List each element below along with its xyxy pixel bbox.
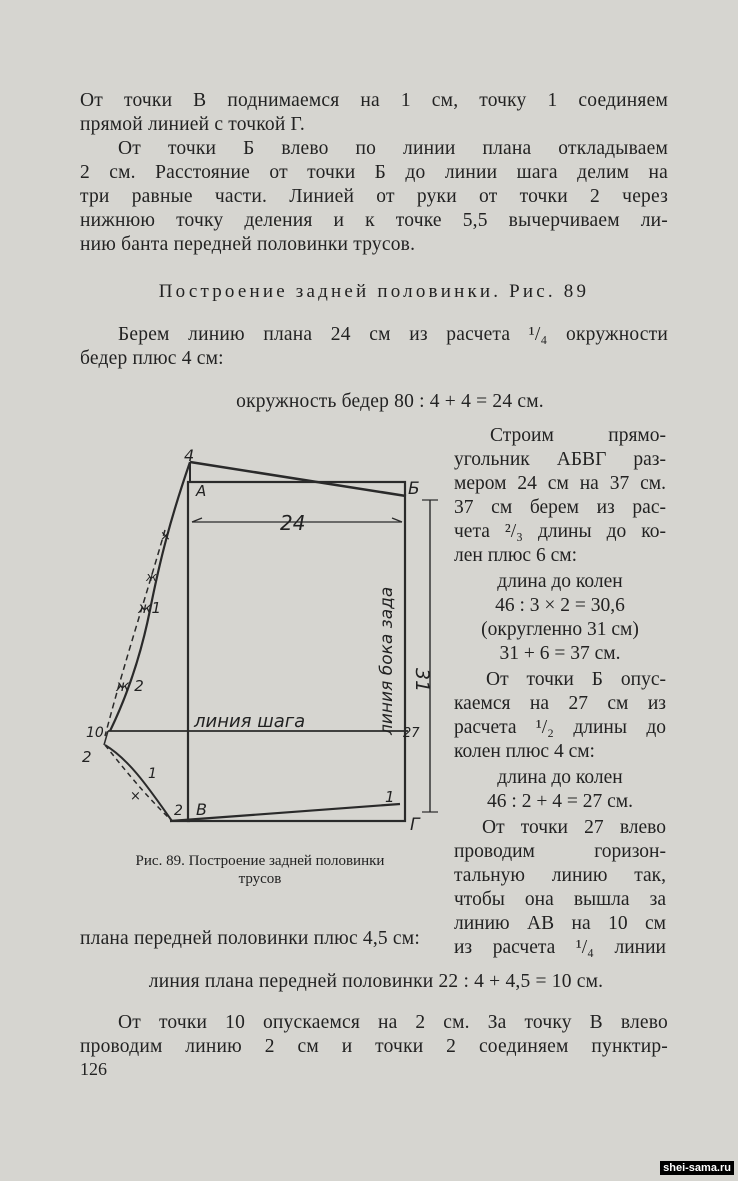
text-line: лен плюс 6 см:: [454, 545, 577, 566]
text-line: проводим линию 2 см и точки 2 соединяем пунктир-: [80, 1036, 668, 1057]
label-width-24: 24: [280, 511, 306, 535]
page-number: 126: [80, 1059, 107, 1079]
text-line: расчета ¹/₂ длины до: [454, 717, 666, 738]
formula: линия плана передней половинки 22 : 4 + 4,5 = 10 см.: [148, 971, 604, 992]
text-line: От точки 27 влево: [482, 817, 666, 838]
text-line: 46 : 3 × 2 = 30,6: [495, 595, 625, 616]
text-line: От точки Б влево по линии плана откладываем: [118, 138, 668, 159]
text-line: тальную линию так,: [454, 865, 666, 886]
text-line: Берем линию плана 24 см из расчета ¹/₄ окружности: [118, 324, 668, 345]
caption-line: Рис. 89. Построение задней половинки: [135, 853, 385, 869]
label-27: 27: [403, 726, 420, 741]
text-line: От точки 10 опускаемся на 2 см. За точку В влево: [118, 1012, 668, 1033]
text-line: прямой линией с точкой Г.: [80, 114, 305, 135]
text-line: нижнюю точку деления и к точке 5,5 вычерчиваем ли-: [80, 210, 668, 231]
text-line: длина до колен: [497, 571, 623, 592]
text-line: проводим горизон-: [454, 841, 666, 862]
label-point-b: Б: [408, 479, 420, 499]
label-x-mark: ×: [160, 529, 171, 544]
section-heading: Построение задней половинки. Рис. 89: [158, 281, 590, 302]
text-line: три равные части. Линией от руки от точки 2 через: [80, 186, 668, 207]
label-2-left: 2: [82, 748, 92, 766]
text-line: 31 + 6 = 37 см.: [499, 643, 621, 664]
label-x-mark: ж: [146, 570, 157, 584]
label-1-curve: 1: [148, 766, 157, 782]
text-line: чета ²/₃ длины до ко-: [454, 521, 666, 542]
text-line: 2 см. Расстояние от точки Б до линии шага делим на: [80, 162, 668, 183]
label-step-line: линия шага: [194, 711, 306, 732]
caption-line: трусов: [238, 871, 282, 887]
label-point-a: А: [196, 482, 207, 500]
label-10: 10: [86, 725, 104, 741]
text-line: чтобы она вышла за: [454, 889, 666, 910]
text-line: каемся на 27 см из: [454, 693, 666, 714]
text-line: плана передней половинки плюс 4,5 см:: [80, 928, 420, 949]
label-1-bottom: 1: [385, 788, 395, 806]
text-line: колен плюс 4 см:: [454, 741, 595, 762]
watermark: shei-sama.ru: [660, 1161, 734, 1175]
label-point-4: 4: [184, 446, 195, 465]
text-line: длина до колен: [497, 767, 623, 788]
top-line: [190, 462, 406, 496]
label-zh2: ж 2: [116, 677, 144, 695]
text-line: нию банта передней половинки трусов.: [80, 234, 416, 255]
label-2-bottom: 2: [174, 803, 183, 819]
figure-caption: [86, 852, 434, 888]
text-line: От точки Б опус-: [486, 669, 666, 690]
text-line: из расчета ¹/₄ линии: [454, 937, 666, 958]
text-line: мером 24 см на 37 см.: [454, 473, 666, 494]
label-side-line: линия бока зада: [377, 586, 397, 735]
text-line: 46 : 2 + 4 = 27 см.: [487, 791, 633, 812]
text-line: угольник АБВГ раз-: [454, 449, 666, 470]
text-line: От точки В поднимаемся на 1 см, точку 1 соединяем: [80, 90, 668, 111]
text-line: Строим прямо-: [490, 425, 666, 446]
label-point-v: В: [196, 800, 207, 819]
label-zh1: ж1: [138, 599, 162, 617]
label-height-31: 31: [411, 668, 433, 693]
text-line: 37 см берем из рас-: [454, 497, 666, 518]
text-line: бедер плюс 4 см:: [80, 348, 224, 369]
formula: окружность бедер 80 : 4 + 4 = 24 см.: [236, 391, 544, 412]
text-line: (округленно 31 см): [481, 619, 639, 640]
text-line: линию АВ на 10 см: [454, 913, 666, 934]
dashed-curve: [105, 530, 165, 736]
label-x-mark: ×: [130, 789, 141, 804]
lower-curve: [105, 745, 172, 821]
label-point-g: Г: [410, 815, 420, 835]
